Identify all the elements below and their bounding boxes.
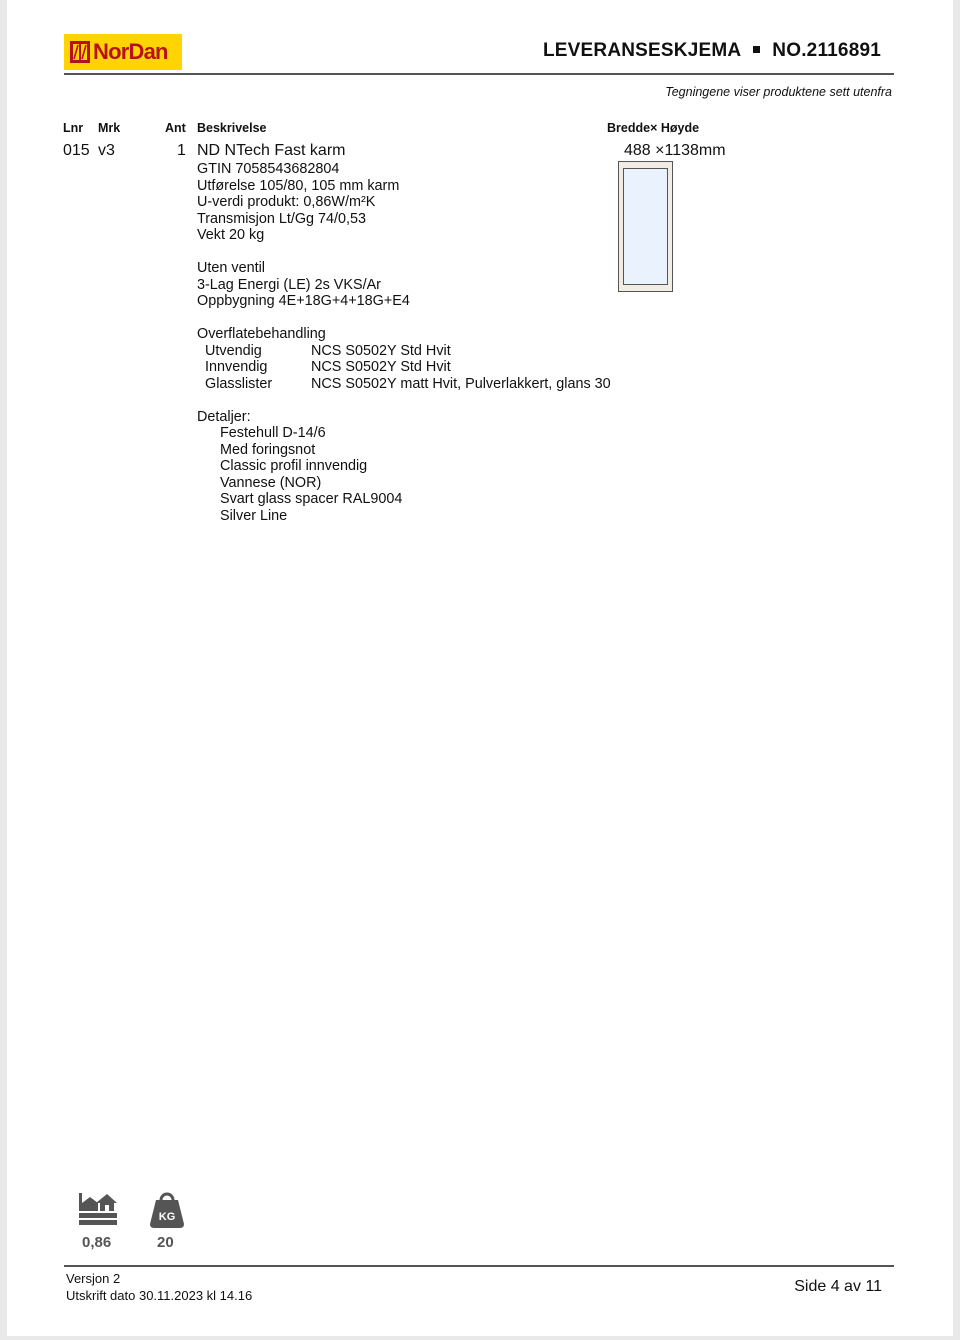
drawing-note: Tegningene viser produktene sett utenfra [665, 85, 892, 99]
glass-pane [623, 168, 668, 285]
surface-label: Innvendig [205, 359, 268, 375]
surface-title: Overflatebehandling [197, 326, 326, 342]
window-drawing [618, 161, 673, 292]
surface-value: NCS S0502Y matt Hvit, Pulverlakkert, glans 30 [311, 375, 611, 392]
header-divider [64, 73, 894, 75]
kg-weight-icon [150, 1190, 184, 1228]
page-number: Side 4 av 11 [794, 1278, 882, 1295]
item-ant: 1 [177, 142, 186, 159]
col-mrk: Mrk [98, 121, 121, 135]
item-mrk: v3 [98, 142, 115, 159]
spec-line: U-verdi produkt: 0,86W/m²K [197, 194, 376, 210]
document-title [543, 40, 881, 62]
glazing-line: 3-Lag Energi (LE) 2s VKS/Ar [197, 276, 381, 293]
item-dims: 488 ×1138mm [624, 142, 726, 159]
detail-line: Med foringsnot [220, 441, 316, 458]
u-value: 0,86 [82, 1234, 112, 1251]
kg-label: KG [158, 1211, 176, 1223]
col-ant: Ant [165, 121, 186, 135]
surface-label: Utvendig [205, 342, 262, 359]
print-date: Utskrift dato 30.11.2023 kl 14.16 [66, 1287, 253, 1303]
version-text: Versjon 2 [66, 1271, 121, 1286]
surface-row [197, 343, 611, 360]
weight-value: 20 [157, 1234, 174, 1251]
spec-line: Utførelse 105/80, 105 mm karm [197, 177, 400, 194]
nordan-logo [64, 34, 182, 70]
detail-line: Classic profil innvendig [220, 458, 368, 474]
col-beskrivelse: Beskrivelse [197, 121, 267, 135]
surface-label: Glasslister [205, 375, 273, 392]
surface-row [197, 376, 611, 393]
col-dims: Bredde× Høyde [607, 121, 700, 135]
window-logo-icon [69, 39, 91, 65]
detail-line: Vannese (NOR) [220, 474, 322, 491]
surface-value: NCS S0502Y Std Hvit [311, 359, 451, 375]
item-lnr: 015 [63, 142, 90, 159]
footer-info [66, 1271, 252, 1304]
glazing-line: Uten ventil [197, 260, 265, 276]
document-page [7, 0, 953, 1336]
spec-line: GTIN 7058543682804 [197, 161, 340, 177]
detail-line: Silver Line [220, 507, 288, 524]
col-lnr: Lnr [63, 121, 84, 135]
detail-line: Festehull D-14/6 [220, 425, 326, 441]
item-name: ND NTech Fast karm [197, 142, 346, 159]
item-description [197, 161, 611, 524]
energy-house-icon [79, 1191, 117, 1227]
spec-line: Vekt 20 kg [197, 227, 265, 243]
document-number: NO.2116891 [772, 40, 881, 61]
glazing-line: Oppbygning 4E+18G+4+18G+E4 [197, 293, 410, 309]
logo-text: NorDan [93, 39, 168, 64]
title-separator [753, 46, 760, 53]
surface-value: NCS S0502Y Std Hvit [311, 342, 451, 359]
details-title: Detaljer: [197, 408, 251, 425]
title-text: LEVERANSESKJEMA [542, 40, 742, 61]
spec-line: Transmisjon Lt/Gg 74/0,53 [197, 210, 367, 227]
footer-divider [64, 1265, 894, 1267]
surface-row [197, 359, 611, 376]
detail-line: Svart glass spacer RAL9004 [220, 491, 403, 507]
